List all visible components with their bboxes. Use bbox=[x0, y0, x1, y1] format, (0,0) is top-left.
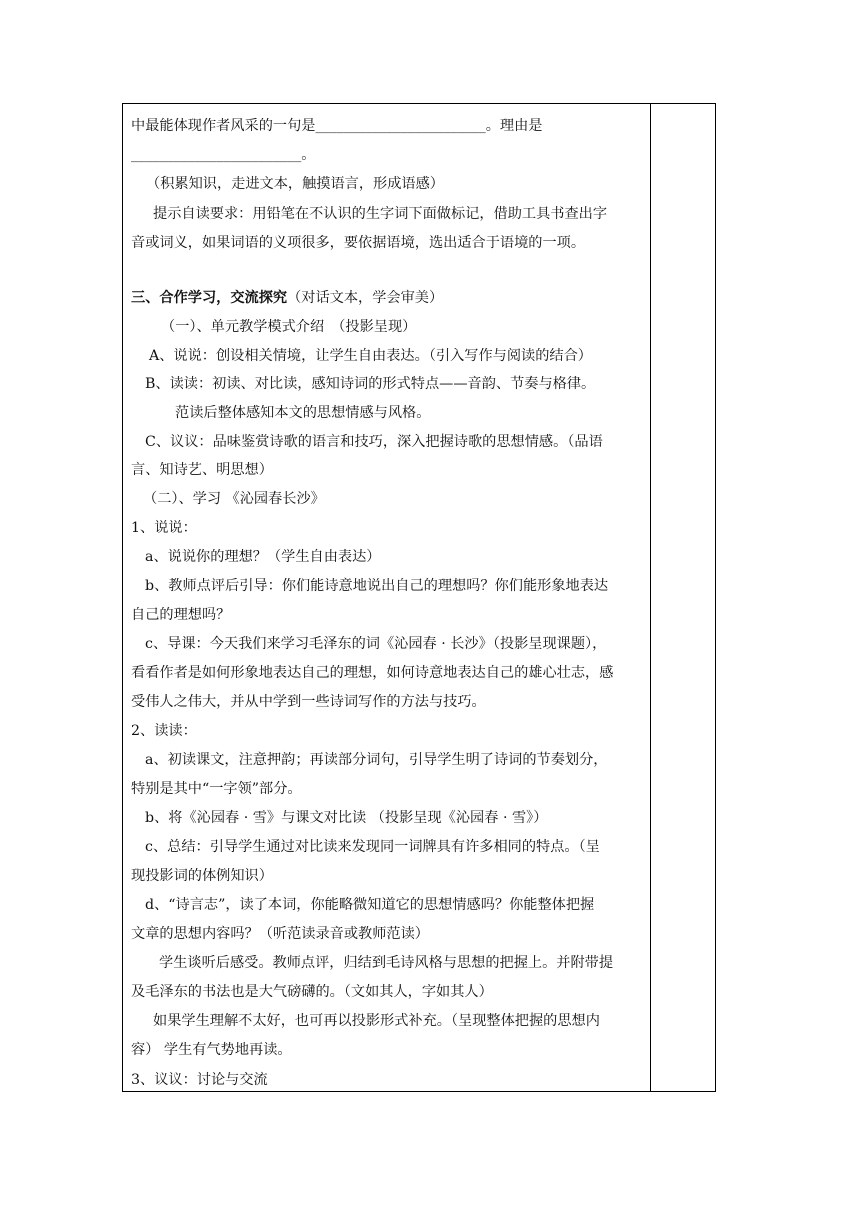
text-line: 受伟人之伟大，并从中学到一些诗词写作的方法与技巧。 bbox=[131, 694, 486, 710]
section-title: 三、合作学习，交流探究 bbox=[131, 290, 288, 306]
text-line: 3、议议：讨论与交流 bbox=[131, 1072, 268, 1088]
text-line: c、导课：今天我们来学习毛泽东的词《沁园春 · 长沙》（投影呈现课题）， bbox=[145, 636, 607, 652]
text-line: 音或词义，如果词语的义项很多，要依据语境，选出适合于语境的一项。 bbox=[131, 235, 586, 251]
text-line: b、将《沁园春 · 雪》与课文对比读 （投影呈现《沁园春 · 雪》） bbox=[145, 810, 548, 826]
text-line: 提示自读要求：用铅笔在不认识的生字词下面做标记，借助工具书查出字 bbox=[153, 206, 608, 222]
text-line: 文章的思想内容吗？（听范读录音或教师范读） bbox=[131, 926, 429, 942]
text-line: C、议议：品味鉴赏诗歌的语言和技巧，深入把握诗歌的思想情感。（品语 bbox=[145, 434, 603, 450]
section-subtitle: （对话文本，学会审美） bbox=[287, 290, 444, 306]
text-line: d、“诗言志”，读了本词，你能略微知道它的思想情感吗？你能整体把握 bbox=[145, 897, 595, 913]
text-line: 看看作者是如何形象地表达自己的理想，如何诗意地表达自己的雄心壮志，感 bbox=[131, 665, 614, 681]
lesson-plan-table bbox=[122, 103, 716, 1092]
text-line: 范读后整体感知本文的思想情感与风格。 bbox=[175, 405, 431, 421]
text-line: a、初读课文，注意押韵；再读部分词句，引导学生明了诗词的节奏划分， bbox=[145, 752, 608, 768]
text-line: 及毛泽东的书法也是大气磅礴的。（文如其人，字如其人） bbox=[131, 984, 493, 1000]
text-line: A、说说：创设相关情境，让学生自由表达。（引入写作与阅读的结合） bbox=[149, 348, 592, 364]
text-line: 现投影词的体例知识） bbox=[131, 868, 273, 884]
text-line: 学生谈听后感受。教师点评，归结到毛诗风格与思想的把握上。并附带提 bbox=[159, 955, 614, 971]
text-line: 2、读读： bbox=[131, 723, 197, 739]
text-line: 容） 学生有气势地再读。 bbox=[131, 1042, 292, 1058]
text-line: 特别是其中“一字领”部分。 bbox=[131, 781, 302, 797]
text-line: （积累知识，走进文本，触摸语言，形成语感） bbox=[146, 176, 444, 192]
text-line: 自己的理想吗？ bbox=[131, 607, 231, 623]
text-line: a、说说你的理想？（学生自由表达） bbox=[145, 549, 381, 565]
column-divider bbox=[650, 104, 651, 1091]
text-line: 中最能体现作者风采的一句是________________________。理由是 bbox=[131, 118, 543, 134]
text-line: 如果学生理解不太好，也可再以投影形式补充。（呈现整体把握的思想内 bbox=[153, 1013, 600, 1029]
text-line: 1、说说： bbox=[131, 520, 197, 536]
section-heading bbox=[131, 288, 443, 308]
text-line: （二）、学习 《沁园春长沙》 bbox=[143, 491, 325, 507]
text-line: 言、知诗艺、明思想） bbox=[131, 462, 273, 478]
text-line: c、总结：引导学生通过对比读来发现同一词牌具有许多相同的特点。（呈 bbox=[145, 839, 600, 855]
text-line: B、读读：初读、对比读，感知诗词的形式特点——音韵、节奏与格律。 bbox=[145, 376, 596, 392]
text-line: b、教师点评后引导：你们能诗意地说出自己的理想吗？你们能形象地表达 bbox=[145, 578, 609, 594]
text-line: （一）、单元教学模式介绍 （投影呈现） bbox=[161, 319, 417, 335]
text-line: ________________________。 bbox=[131, 147, 316, 163]
